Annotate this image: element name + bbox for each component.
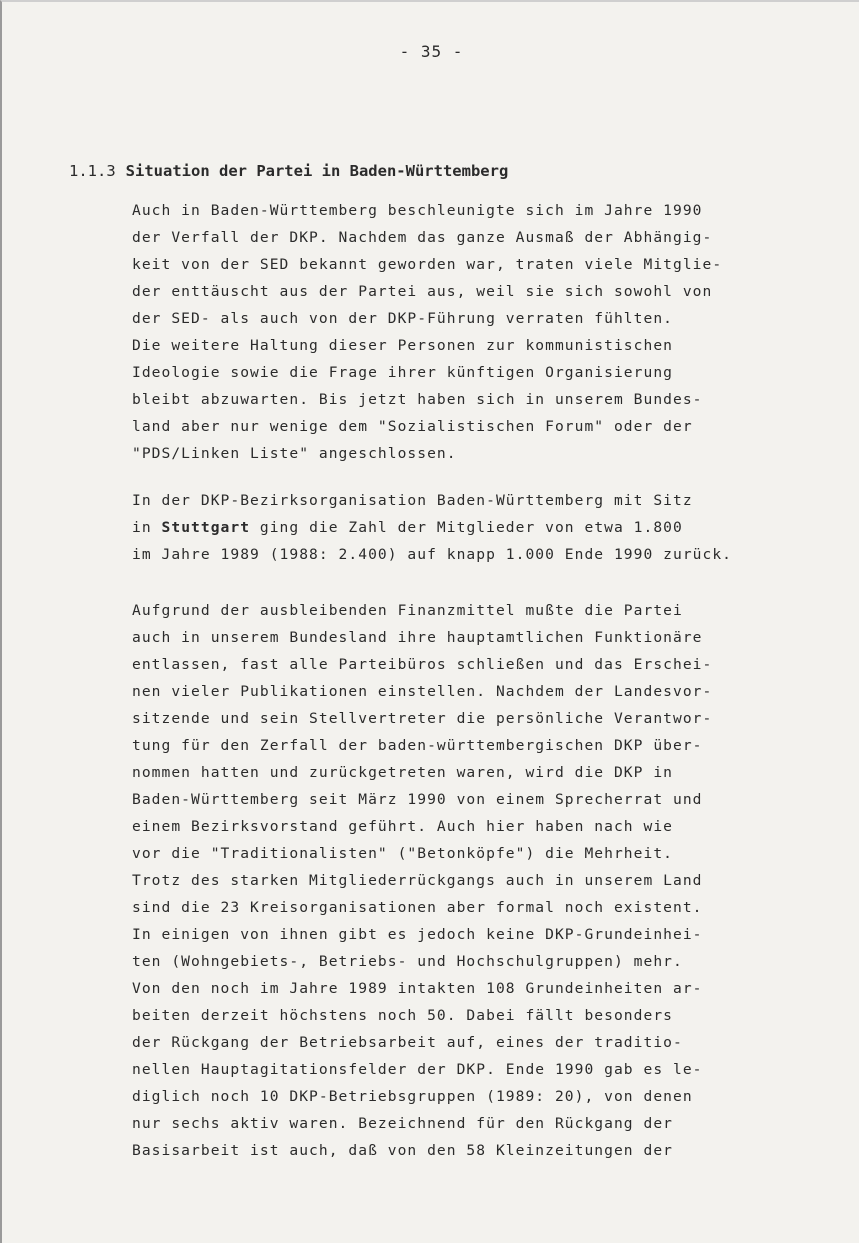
page-number: - 35 - [399, 42, 464, 61]
text-line: Aufgrund der ausbleibenden Finanzmittel mußte die Partei [132, 602, 683, 619]
text-line: Von den noch im Jahre 1989 intakten 108 Grundeinheiten ar- [132, 980, 703, 997]
text-line: diglich noch 10 DKP-Betriebsgruppen (1989: 20), von denen [132, 1088, 693, 1105]
text-line: einem Bezirksvorstand geführt. Auch hier haben nach wie [132, 818, 673, 835]
city-name-bold: Stuttgart [161, 519, 251, 536]
text-line: der SED- als auch von der DKP-Führung verraten fühlten. [132, 310, 673, 327]
text-line: beiten derzeit höchstens noch 50. Dabei fällt besonders [132, 1007, 673, 1024]
paragraph-3 [132, 597, 832, 1164]
text-line: auch in unserem Bundesland ihre hauptamtlichen Funktionäre [132, 629, 703, 646]
text-line: sitzende und sein Stellvertreter die persönliche Verantwor- [132, 710, 713, 727]
text-line [132, 514, 832, 541]
text-line: keit von der SED bekannt geworden war, traten viele Mitglie- [132, 256, 723, 273]
text-line: bleibt abzuwarten. Bis jetzt haben sich in unserem Bundes- [132, 391, 703, 408]
text-line: Basisarbeit ist auch, daß von den 58 Kleinzeitungen der [132, 1142, 673, 1159]
text-line: der enttäuscht aus der Partei aus, weil sie sich sowohl von [132, 283, 713, 300]
text-line: nen vieler Publikationen einstellen. Nachdem der Landesvor- [132, 683, 713, 700]
text-segment: in [132, 519, 162, 536]
text-line: tung für den Zerfall der baden-württembergischen DKP über- [132, 737, 703, 754]
text-line: sind die 23 Kreisorganisationen aber formal noch existent. [132, 899, 703, 916]
paragraph-1 [132, 197, 832, 467]
text-line: im Jahre 1989 (1988: 2.400) auf knapp 1.000 Ende 1990 zurück. [132, 546, 733, 563]
text-line: nur sechs aktiv waren. Bezeichnend für den Rückgang der [132, 1115, 673, 1132]
text-line: "PDS/Linken Liste" angeschlossen. [132, 445, 457, 462]
text-line: In einigen von ihnen gibt es jedoch keine DKP-Grundeinhei- [132, 926, 703, 943]
text-line: land aber nur wenige dem "Sozialistischen Forum" oder der [132, 418, 693, 435]
section-number: 1.1.3 [69, 162, 116, 180]
text-line: ten (Wohngebiets-, Betriebs- und Hochschulgruppen) mehr. [132, 953, 683, 970]
text-line: entlassen, fast alle Parteibüros schließen und das Erschei- [132, 656, 713, 673]
text-line: Auch in Baden-Württemberg beschleunigte sich im Jahre 1990 [132, 202, 703, 219]
text-line: nellen Hauptagitationsfelder der DKP. Ende 1990 gab es le- [132, 1061, 703, 1078]
text-segment: ging die Zahl der Mitglieder von etwa 1.800 [250, 519, 683, 536]
text-line: vor die "Traditionalisten" ("Betonköpfe") die Mehrheit. [132, 845, 673, 862]
text-line: der Verfall der DKP. Nachdem das ganze Ausmaß der Abhängig- [132, 229, 713, 246]
text-line: In der DKP-Bezirksorganisation Baden-Württemberg mit Sitz [132, 492, 693, 509]
text-line: Trotz des starken Mitgliederrückgangs auch in unserem Land [132, 872, 703, 889]
section-title: Situation der Partei in Baden-Württemberg [125, 162, 509, 180]
text-line: Baden-Württemberg seit März 1990 von einem Sprecherrat und [132, 791, 703, 808]
text-line: Ideologie sowie die Frage ihrer künftigen Organisierung [132, 364, 673, 381]
text-line: der Rückgang der Betriebsarbeit auf, eines der traditio- [132, 1034, 683, 1051]
section-heading [69, 162, 508, 180]
paragraph-2 [132, 487, 832, 568]
text-line: nommen hatten und zurückgetreten waren, wird die DKP in [132, 764, 673, 781]
text-line: Die weitere Haltung dieser Personen zur kommunistischen [132, 337, 673, 354]
